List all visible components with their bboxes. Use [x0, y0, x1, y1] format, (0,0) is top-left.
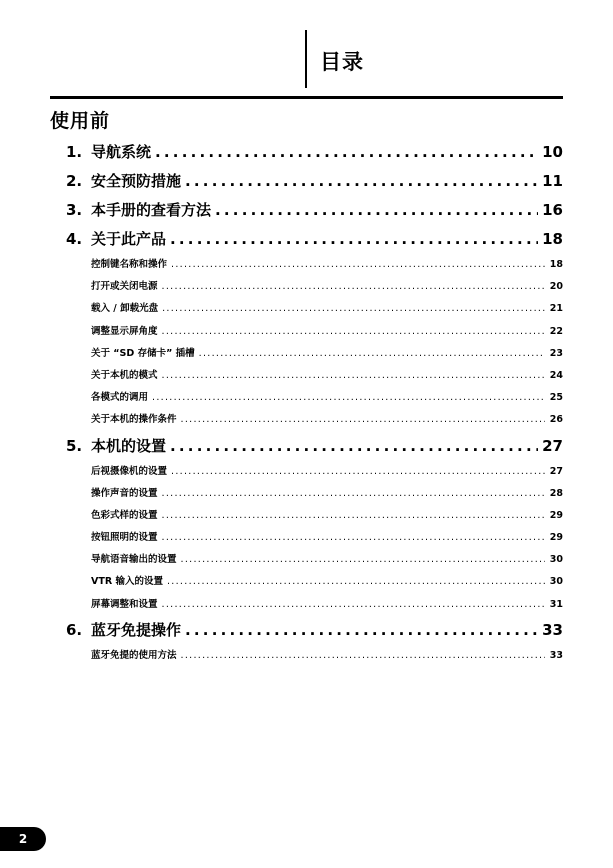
toc-subentry[interactable] [66, 571, 563, 593]
dot-leader [162, 321, 545, 343]
dot-leader [185, 616, 538, 645]
toc-subentry-label: 关于本机的操作条件 [91, 414, 177, 426]
toc-subentry[interactable] [66, 505, 563, 527]
dot-leader [152, 387, 545, 409]
toc-entry-number: 3. [66, 201, 83, 219]
dot-leader [199, 343, 545, 365]
dot-leader [170, 225, 538, 254]
toc-subentry-label: 蓝牙免提的使用方法 [91, 649, 177, 661]
toc-subentry[interactable] [66, 276, 563, 298]
toc-entry-page: 11 [542, 172, 563, 190]
toc-entry-page: 10 [542, 143, 563, 161]
toc-entry-label: 关于此产品 [91, 230, 167, 248]
toc-entry-number: 2. [66, 172, 83, 190]
toc-entry-page: 18 [542, 230, 563, 248]
toc-subentry-label: 打开或关闭电源 [91, 281, 158, 293]
dot-leader [162, 594, 545, 616]
toc-subentry-page: 22 [549, 325, 563, 337]
toc-entry[interactable] [66, 432, 563, 461]
header-rule [50, 96, 563, 99]
toc-entry-label: 本手册的查看方法 [91, 201, 212, 219]
toc-subentry-label: 调整显示屏角度 [91, 325, 158, 337]
toc-subentry-page: 21 [549, 303, 563, 315]
toc-subentry[interactable] [66, 461, 563, 483]
toc-subentry-page: 25 [549, 392, 563, 404]
toc-subentry[interactable] [66, 387, 563, 409]
toc-subentry-page: 29 [549, 509, 563, 521]
toc-entry-page: 27 [542, 436, 563, 455]
toc-entry-number: 1. [66, 143, 83, 161]
toc-entry-label: 蓝牙免提操作 [91, 620, 182, 639]
page-number: 2 [18, 832, 28, 846]
dot-leader [185, 167, 538, 196]
toc-entry-number: 4. [66, 230, 83, 248]
page-number-tab [0, 827, 46, 851]
toc-subentry[interactable] [66, 298, 563, 320]
dot-leader [181, 645, 545, 667]
toc-subentry-page: 28 [549, 487, 563, 499]
toc-subentry[interactable] [66, 409, 563, 431]
toc-subentry-label: 操作声音的设置 [91, 487, 158, 499]
toc-entry[interactable] [66, 616, 563, 645]
toc-entry[interactable] [66, 196, 563, 225]
toc-entry-label: 安全预防措施 [91, 172, 182, 190]
toc-subentry-label: 载入 / 卸载光盘 [91, 303, 159, 315]
toc-subentry-page: 31 [549, 598, 563, 610]
toc-subentry[interactable] [66, 365, 563, 387]
dot-leader [155, 138, 538, 167]
dot-leader [181, 549, 545, 571]
toc-subentry-page: 30 [549, 554, 563, 566]
toc-subentry-page: 23 [549, 347, 563, 359]
toc-subentry-label: 各模式的调用 [91, 392, 149, 404]
section-heading: 使用前 [50, 110, 111, 132]
toc-entry-number: 6. [66, 620, 83, 639]
toc-subentry[interactable] [66, 645, 563, 667]
toc-subentry[interactable] [66, 343, 563, 365]
toc-entry-label: 本机的设置 [91, 436, 167, 455]
dot-leader [162, 365, 545, 387]
toc-subentry[interactable] [66, 254, 563, 276]
toc-subentry-label: 按钮照明的设置 [91, 532, 158, 544]
toc-entry[interactable] [66, 225, 563, 254]
toc-subentry-label: 屏幕调整和设置 [91, 598, 158, 610]
page-title: 目录 [320, 50, 364, 74]
dot-leader [162, 527, 545, 549]
title-divider [305, 30, 307, 88]
toc-subentry-page: 20 [549, 281, 563, 293]
dot-leader [170, 432, 538, 461]
toc-subentry-label: 关于本机的模式 [91, 369, 158, 381]
dot-leader [162, 298, 545, 320]
toc-subentry-label: 导航语音输出的设置 [91, 554, 177, 566]
toc-subentry-page: 27 [549, 465, 563, 477]
toc-entry-page: 33 [542, 620, 563, 639]
dot-leader [162, 505, 545, 527]
toc-subentry-page: 18 [549, 259, 563, 270]
toc-subentry-label: VTR 输入的设置 [91, 576, 163, 588]
toc-subentry[interactable] [66, 527, 563, 549]
toc-entry[interactable] [66, 167, 563, 196]
toc-subentry-page: 24 [549, 369, 563, 381]
toc-subentry-label: 后视摄像机的设置 [91, 465, 168, 477]
toc-subentry[interactable] [66, 483, 563, 505]
toc-subentry-page: 33 [549, 649, 563, 661]
dot-leader [162, 276, 545, 298]
toc-subentry[interactable] [66, 594, 563, 616]
toc-subentry-label: 色彩式样的设置 [91, 509, 158, 521]
toc-subentry-label: 关于 “SD 存储卡” 插槽 [91, 347, 195, 359]
toc-entry-label: 导航系统 [91, 143, 152, 161]
dot-leader [171, 254, 545, 276]
toc-subentry[interactable] [66, 321, 563, 343]
toc-subentry-page: 29 [549, 532, 563, 544]
table-of-contents [66, 138, 563, 667]
toc-entry[interactable] [66, 138, 563, 167]
toc-entry-page: 16 [542, 201, 563, 219]
dot-leader [181, 409, 545, 431]
toc-entry-number: 5. [66, 436, 83, 455]
toc-subentry-page: 26 [549, 414, 563, 426]
dot-leader [215, 196, 538, 225]
dot-leader [162, 483, 545, 505]
dot-leader [167, 571, 545, 593]
toc-subentry-label: 控制键名称和操作 [91, 259, 168, 270]
dot-leader [171, 461, 545, 483]
toc-subentry-page: 30 [549, 576, 563, 588]
toc-subentry[interactable] [66, 549, 563, 571]
